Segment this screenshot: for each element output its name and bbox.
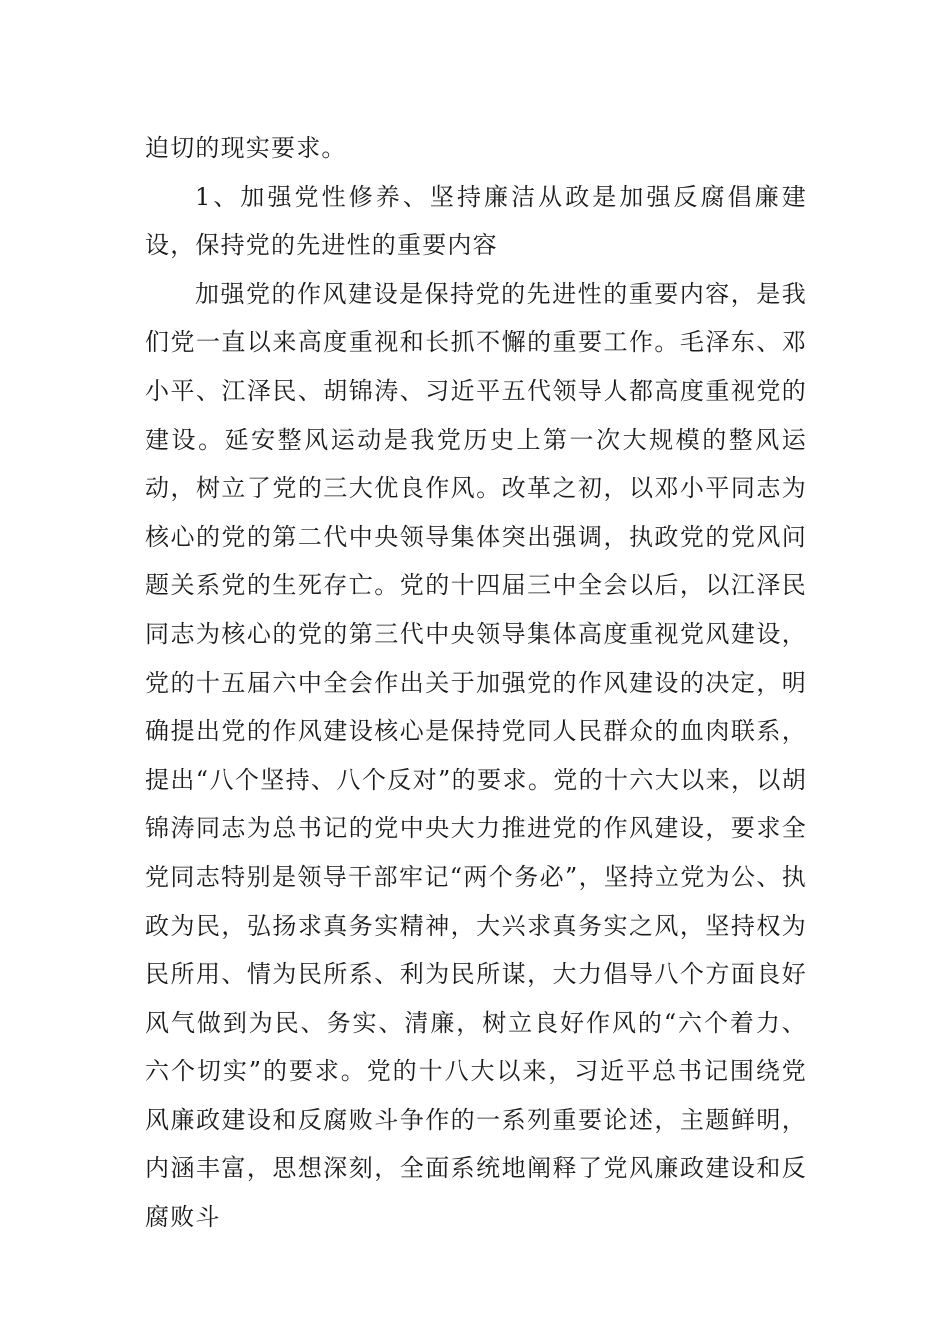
paragraph-party-style: 加强党的作风建设是保持党的先进性的重要内容，是我们党一直以来高度重视和长抓不懈的重要工作。毛泽东、邓小平、江泽民、胡锦涛、习近平五代领导人都高度重视党的建设。延安整风运动是我党历史上第一次大规模的整风运动，树立了党的三大优良作风。改革之初，以邓小平同志为核心的党的第二代中央领导集体突出强调，执政党的党风问题关系党的生死存亡。党的十四届三中全会以后，以江泽民同志为核心的党的第三代中央领导集体高度重视党风建设，党的十五届六中全会作出关于加强党的作风建设的决定，明确提出党的作风建设核心是保持党同人民群众的血肉联系，提出“八个坚持、八个反对”的要求。党的十六大以来，以胡锦涛同志为总书记的党中央大力推进党的作风建设，要求全党同志特别是领导干部牢记“两个务必”，坚持立党为公、执政为民，弘扬求真务实精神，大兴求真务实之风，坚持权为民所用、情为民所系、利为民所谋，大力倡导八个方面良好风气做到为民、务实、清廉，树立良好作风的“六个着力、六个切实”的要求。党的十八大以来，习近平总书记围绕党风廉政建设和反腐败斗争作的一系列重要论述，主题鲜明，内涵丰富，思想深刻，全面系统地阐释了党风廉政建设和反腐败斗 (145, 279, 807, 1232)
document-body (145, 124, 807, 1242)
paragraph-intro-fragment: 迫切的现实要求。 (145, 134, 347, 162)
section-heading-1: 1、加强党性修养、坚持廉洁从政是加强反腐倡廉建设，保持党的先进性的重要内容 (145, 182, 807, 260)
